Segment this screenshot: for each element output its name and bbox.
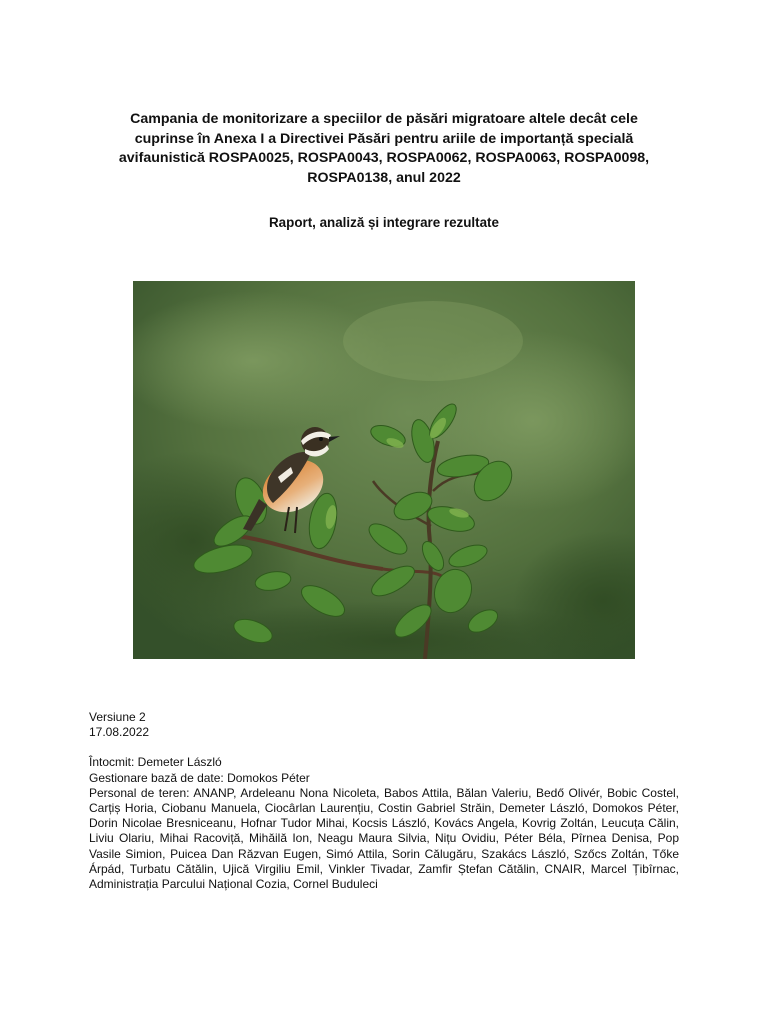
title-line: avifaunistică ROSPA0025, ROSPA0043, ROSPA0062, ROSPA0063, ROSPA0098, <box>118 150 650 166</box>
title-line: cuprinse în Anexa I a Directivei Păsări pentru ariile de importanță specială <box>134 130 634 147</box>
prepared-by: Întocmit: Demeter László <box>89 755 222 770</box>
bird-photo-illustration <box>133 281 635 659</box>
document-title <box>60 110 708 188</box>
document-subtitle: Raport, analiză și integrare rezultate <box>269 215 499 230</box>
date-label: 17.08.2022 <box>89 725 150 740</box>
title-line: ROSPA0138, anul 2022 <box>307 169 461 186</box>
document-metadata <box>89 710 679 892</box>
field-staff: Personal de teren: ANANP, Ardeleanu Nona Nicoleta, Babos Attila, Bălan Valeriu, Bedő Olivér, Bobic Costel, Carțiș Horia, Ciobanu Manuela, Ciocârlan Laurențiu, Costin Gabriel Străin, Demeter László, Domokos Péter, Dorin Nicolae Bresniceanu, Hofnar Tudor Mihai, Kocsis László, Kovács Angela, Kovrig Zoltán, Leucuța Călin, Liviu Olariu, Mihai Racoviță, Mihăilă Ion, Neagu Maura Silvia, Nițu Ovidiu, Péter Béla, Pîrnea Denisa, Pop Vasile Simion, Puicea Dan Răzvan Eugen, Simó Attila, Sorin Călugăru, Szakács László, Szőcs Zoltán, Tőke Árpád, Turbatu Cătălin, Ujică Virgiliu Emil, Vinkler Tivadar, Zamfir Ștefan Cătălin, CNAIR, Marcel Țibîrnac, Administrația Parcului Național Cozia, Cornel Buduleci <box>89 785 679 892</box>
version-label: Versiune 2 <box>89 710 146 724</box>
cover-photo <box>133 281 635 659</box>
database-manager: Gestionare bază de date: Domokos Péter <box>89 770 310 785</box>
title-line: Campania de monitorizare a speciilor de păsări migratoare altele decât cele <box>130 111 638 127</box>
